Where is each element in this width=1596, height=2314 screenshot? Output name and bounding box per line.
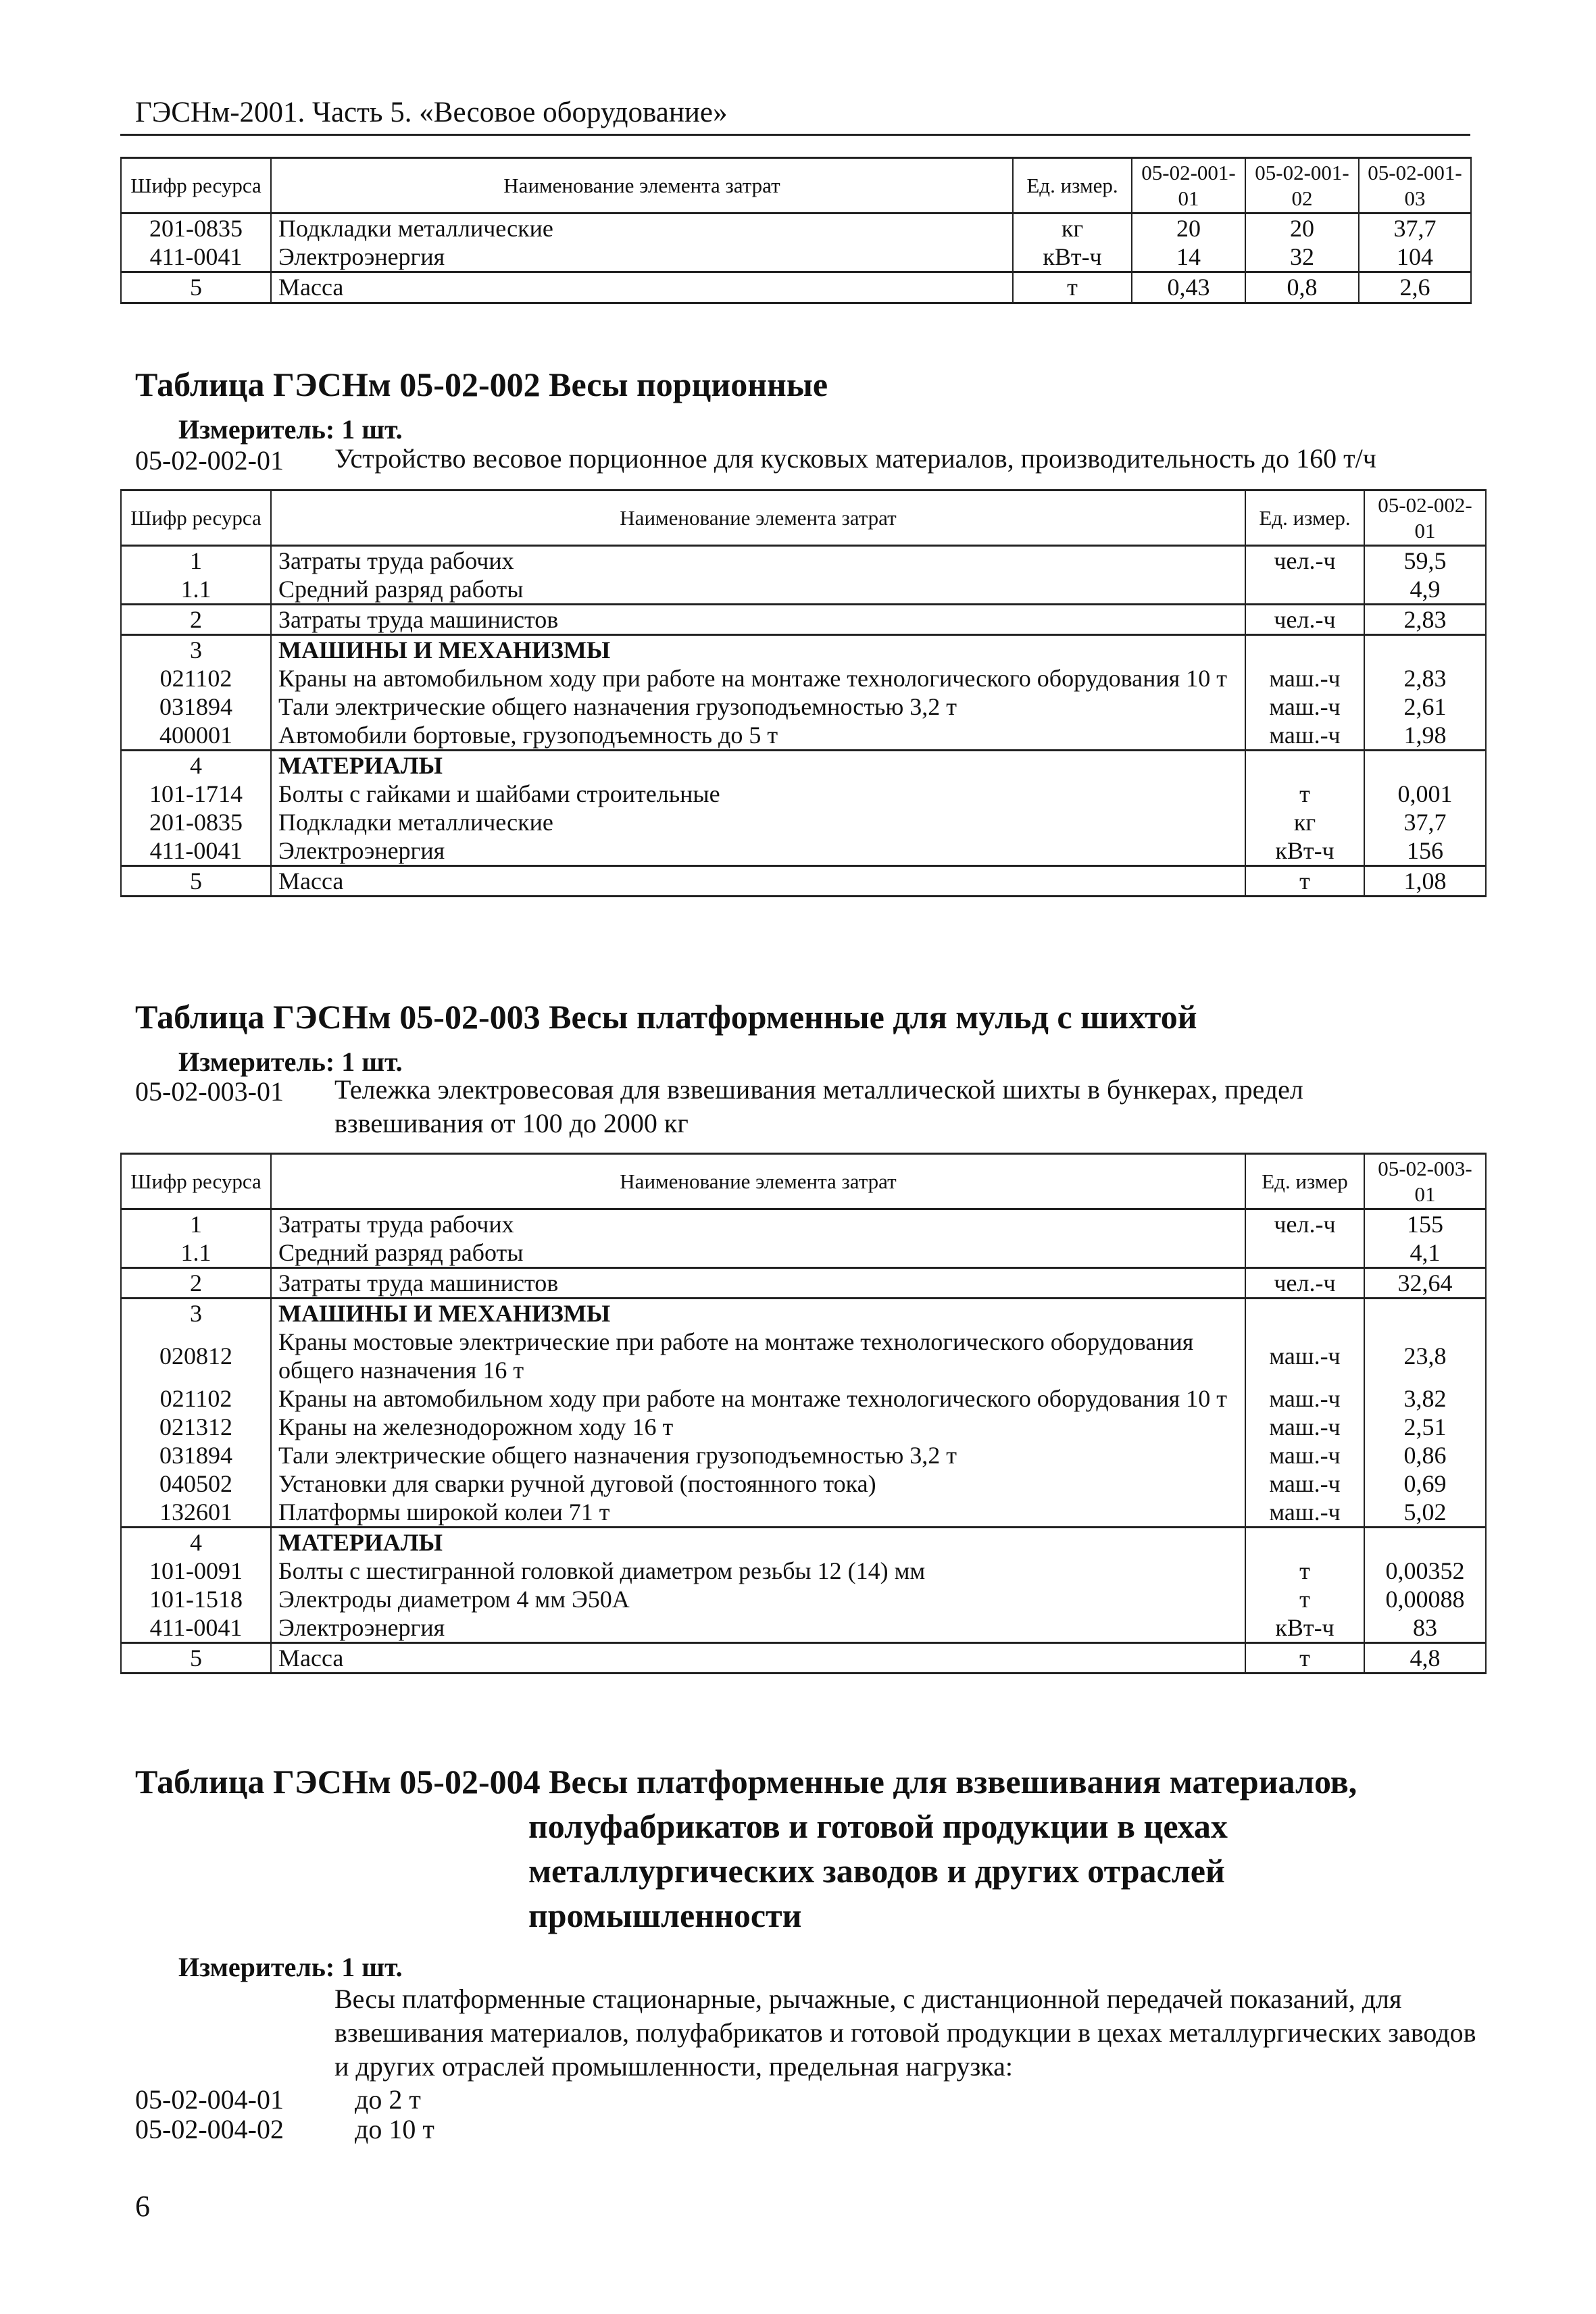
cell-value: 0,00088 — [1364, 1585, 1486, 1613]
cell-code: 411-0041 — [121, 836, 271, 866]
col-header-code: Шифр ресурса — [121, 491, 271, 546]
cell-name: Установки для сварки ручной дуговой (постоянного тока) — [271, 1469, 1245, 1498]
cell-name: Электроэнергия — [271, 836, 1245, 866]
table-title-05-02-003: Таблица ГЭСНм 05-02-003 Весы платформенные для мульд с шихтой — [135, 998, 1197, 1036]
cell-name: Тали электрические общего назначения грузоподъемностью 3,2 т — [271, 1441, 1245, 1469]
cell-value: 0,86 — [1364, 1441, 1486, 1469]
cell-value: 3,82 — [1364, 1384, 1486, 1413]
col-header-05-02-001-02: 05-02-001-02 — [1245, 158, 1359, 213]
cell-code: 020812 — [121, 1328, 271, 1384]
cell-unit: маш.-ч — [1245, 1384, 1364, 1413]
table-row — [121, 243, 1471, 272]
col-header-05-02-001-03: 05-02-001-03 — [1359, 158, 1471, 213]
cell-unit: чел.-ч — [1245, 546, 1364, 576]
cell-value — [1364, 751, 1486, 780]
col-header-05-02-003-01: 05-02-003-01 — [1364, 1154, 1486, 1209]
table-row — [121, 1238, 1486, 1268]
cell-value: 32 — [1245, 243, 1359, 272]
cell-unit: кВт-ч — [1013, 243, 1132, 272]
cell-value: 37,7 — [1359, 213, 1471, 243]
cell-unit: маш.-ч — [1245, 693, 1364, 721]
table-row — [121, 693, 1486, 721]
cell-name: Масса — [271, 272, 1013, 303]
measure-label: Измеритель: 1 шт. — [178, 414, 403, 445]
cell-unit: маш.-ч — [1245, 1498, 1364, 1528]
measure-label: Измеритель: 1 шт. — [178, 1952, 403, 1982]
table-row — [121, 272, 1471, 303]
cell-code: 4 — [121, 751, 271, 780]
cell-code: 4 — [121, 1528, 271, 1557]
cell-code: 101-1714 — [121, 780, 271, 808]
cell-unit — [1245, 635, 1364, 665]
cell-code: 3 — [121, 1299, 271, 1328]
cell-value: 23,8 — [1364, 1328, 1486, 1384]
cell-value — [1364, 635, 1486, 665]
col-header-unit: Ед. измер — [1245, 1154, 1364, 1209]
table-title-05-02-004: Таблица ГЭСНм 05-02-004 Весы платформенные для взвешивания материалов, — [135, 1763, 1357, 1801]
cell-value: 4,8 — [1364, 1643, 1486, 1674]
table-05-02-001 — [120, 157, 1472, 304]
col-header-name: Наименование элемента затрат — [271, 1154, 1245, 1209]
table-row — [121, 1643, 1486, 1674]
table-row — [121, 1441, 1486, 1469]
item-description: Устройство весовое порционное для кусковых материалов, производительность до 160 т/ч — [334, 443, 1376, 474]
item-label: до 2 т — [355, 2084, 421, 2115]
cell-value: 32,64 — [1364, 1268, 1486, 1299]
col-header-code: Шифр ресурса — [121, 1154, 271, 1209]
col-header-name: Наименование элемента затрат — [271, 491, 1245, 546]
cell-value — [1364, 1528, 1486, 1557]
cell-name: Электроды диаметром 4 мм Э50А — [271, 1585, 1245, 1613]
table-row — [121, 1413, 1486, 1441]
cell-value: 4,1 — [1364, 1238, 1486, 1268]
cell-value: 0,69 — [1364, 1469, 1486, 1498]
cell-value: 2,6 — [1359, 272, 1471, 303]
table-row — [121, 1469, 1486, 1498]
cell-code: 132601 — [121, 1498, 271, 1528]
item-description: Тележка электровесовая для взвешивания металлической шихты в бункерах, предел взвешивания от 100 до 2000 кг — [334, 1074, 1303, 1138]
cell-value: 14 — [1132, 243, 1245, 272]
cell-code: 2 — [121, 605, 271, 635]
cell-unit: кг — [1245, 808, 1364, 836]
cell-value: 59,5 — [1364, 546, 1486, 576]
cell-name: Тали электрические общего назначения грузоподъемностью 3,2 т — [271, 693, 1245, 721]
cell-code: 3 — [121, 635, 271, 665]
table-row — [121, 1498, 1486, 1528]
cell-value: 1,08 — [1364, 866, 1486, 897]
cell-value: 20 — [1132, 213, 1245, 243]
table-row — [121, 751, 1486, 780]
cell-name: Краны на автомобильном ходу при работе на монтаже технологического оборудования 10 т — [271, 664, 1245, 693]
cell-code: 5 — [121, 272, 271, 303]
cell-value: 2,51 — [1364, 1413, 1486, 1441]
table-title-line: полуфабрикатов и готовой продукции в цехах — [528, 1807, 1228, 1845]
cell-unit — [1245, 1528, 1364, 1557]
table-title-line: металлургических заводов и других отраслей — [528, 1852, 1225, 1890]
cell-name: МАШИНЫ И МЕХАНИЗМЫ — [271, 635, 1245, 665]
col-header-unit: Ед. измер. — [1013, 158, 1132, 213]
cell-name: Затраты труда рабочих — [271, 1209, 1245, 1239]
cell-value: 0,001 — [1364, 780, 1486, 808]
table-row — [121, 1299, 1486, 1328]
cell-code: 021102 — [121, 1384, 271, 1413]
cell-name: Средний разряд работы — [271, 1238, 1245, 1268]
table-05-02-003 — [120, 1153, 1487, 1674]
header-rule — [120, 134, 1470, 136]
table-row — [121, 1209, 1486, 1239]
cell-name: Затраты труда рабочих — [271, 546, 1245, 576]
cell-unit: маш.-ч — [1245, 1413, 1364, 1441]
cell-value: 155 — [1364, 1209, 1486, 1239]
table-title-05-02-002: Таблица ГЭСНм 05-02-002 Весы порционные — [135, 366, 828, 403]
cell-value: 1,98 — [1364, 721, 1486, 751]
item-code: 05-02-004-02 — [135, 2114, 284, 2144]
table-row — [121, 213, 1471, 243]
table-row — [121, 635, 1486, 665]
cell-value: 0,43 — [1132, 272, 1245, 303]
cell-value: 2,83 — [1364, 605, 1486, 635]
cell-value: 83 — [1364, 1613, 1486, 1643]
table-row — [121, 605, 1486, 635]
table-row — [121, 1528, 1486, 1557]
cell-name: Масса — [271, 1643, 1245, 1674]
cell-name: Средний разряд работы — [271, 575, 1245, 605]
cell-unit: маш.-ч — [1245, 721, 1364, 751]
cell-name: Краны на автомобильном ходу при работе на монтаже технологического оборудования 10 т — [271, 1384, 1245, 1413]
cell-value: 20 — [1245, 213, 1359, 243]
cell-code: 031894 — [121, 1441, 271, 1469]
cell-name: МАШИНЫ И МЕХАНИЗМЫ — [271, 1299, 1245, 1328]
cell-value: 104 — [1359, 243, 1471, 272]
cell-unit: т — [1245, 866, 1364, 897]
cell-unit — [1245, 1299, 1364, 1328]
table-row — [121, 1384, 1486, 1413]
cell-code: 1 — [121, 1209, 271, 1239]
running-header: ГЭСНм-2001. Часть 5. «Весовое оборудование» — [135, 97, 728, 128]
table-row — [121, 866, 1486, 897]
table-row — [121, 836, 1486, 866]
cell-code: 411-0041 — [121, 243, 271, 272]
cell-name: Масса — [271, 866, 1245, 897]
cell-code: 1.1 — [121, 575, 271, 605]
cell-code: 021312 — [121, 1413, 271, 1441]
cell-code: 1.1 — [121, 1238, 271, 1268]
table-row — [121, 546, 1486, 576]
cell-unit: чел.-ч — [1245, 1268, 1364, 1299]
table-title-line: промышленности — [528, 1896, 802, 1934]
cell-unit: т — [1245, 1585, 1364, 1613]
col-header-05-02-002-01: 05-02-002-01 — [1364, 491, 1486, 546]
cell-name: Электроэнергия — [271, 1613, 1245, 1643]
cell-name: Краны мостовые электрические при работе на монтаже технологического оборудования общего назначения 16 т — [271, 1328, 1245, 1384]
cell-name: Подкладки металлические — [271, 808, 1245, 836]
cell-code: 411-0041 — [121, 1613, 271, 1643]
cell-unit: т — [1245, 780, 1364, 808]
cell-name: Автомобили бортовые, грузоподъемность до 5 т — [271, 721, 1245, 751]
cell-unit: маш.-ч — [1245, 1441, 1364, 1469]
cell-name: МАТЕРИАЛЫ — [271, 1528, 1245, 1557]
cell-unit: чел.-ч — [1245, 1209, 1364, 1239]
cell-code: 1 — [121, 546, 271, 576]
cell-code: 400001 — [121, 721, 271, 751]
cell-unit: кВт-ч — [1245, 836, 1364, 866]
cell-name: Затраты труда машинистов — [271, 605, 1245, 635]
cell-value — [1364, 1299, 1486, 1328]
cell-name: Подкладки металлические — [271, 213, 1013, 243]
cell-value: 5,02 — [1364, 1498, 1486, 1528]
table-row — [121, 721, 1486, 751]
cell-code: 040502 — [121, 1469, 271, 1498]
cell-unit: т — [1245, 1643, 1364, 1674]
cell-name: Болты с гайками и шайбами строительные — [271, 780, 1245, 808]
table-row — [121, 664, 1486, 693]
cell-code: 2 — [121, 1268, 271, 1299]
cell-code: 201-0835 — [121, 213, 271, 243]
item-description: Весы платформенные стационарные, рычажные, с дистанционной передачей показаний, для взвешивания материалов, полуфабрикатов и готовой продукции в цехах металлургических заводов и других отраслей промышленности, предельная нагрузка: — [334, 1984, 1476, 2082]
cell-code: 5 — [121, 866, 271, 897]
cell-code: 101-0091 — [121, 1557, 271, 1585]
table-row — [121, 808, 1486, 836]
cell-unit: т — [1013, 272, 1132, 303]
cell-unit: т — [1245, 1557, 1364, 1585]
cell-code: 5 — [121, 1643, 271, 1674]
cell-name: Электроэнергия — [271, 243, 1013, 272]
item-code: 05-02-002-01 — [135, 445, 284, 476]
cell-unit — [1245, 751, 1364, 780]
cell-value: 2,61 — [1364, 693, 1486, 721]
table-row — [121, 1328, 1486, 1384]
col-header-unit: Ед. измер. — [1245, 491, 1364, 546]
cell-name: Платформы широкой колеи 71 т — [271, 1498, 1245, 1528]
cell-value: 2,83 — [1364, 664, 1486, 693]
item-code: 05-02-004-01 — [135, 2084, 284, 2115]
cell-name: Болты с шестигранной головкой диаметром резьбы 12 (14) мм — [271, 1557, 1245, 1585]
cell-value: 37,7 — [1364, 808, 1486, 836]
cell-unit: чел.-ч — [1245, 605, 1364, 635]
cell-name: Затраты труда машинистов — [271, 1268, 1245, 1299]
table-05-02-002 — [120, 489, 1487, 897]
col-header-name: Наименование элемента затрат — [271, 158, 1013, 213]
cell-name: МАТЕРИАЛЫ — [271, 751, 1245, 780]
cell-code: 021102 — [121, 664, 271, 693]
table-row — [121, 1585, 1486, 1613]
cell-value: 0,8 — [1245, 272, 1359, 303]
cell-unit: маш.-ч — [1245, 1469, 1364, 1498]
cell-unit — [1245, 575, 1364, 605]
cell-code: 031894 — [121, 693, 271, 721]
cell-value: 0,00352 — [1364, 1557, 1486, 1585]
table-row — [121, 575, 1486, 605]
cell-code: 101-1518 — [121, 1585, 271, 1613]
table-row — [121, 1268, 1486, 1299]
cell-unit: кг — [1013, 213, 1132, 243]
item-label: до 10 т — [355, 2114, 434, 2144]
col-header-05-02-001-01: 05-02-001-01 — [1132, 158, 1245, 213]
cell-value: 4,9 — [1364, 575, 1486, 605]
cell-code: 201-0835 — [121, 808, 271, 836]
cell-unit: кВт-ч — [1245, 1613, 1364, 1643]
page-number: 6 — [135, 2190, 150, 2223]
cell-name: Краны на железнодорожном ходу 16 т — [271, 1413, 1245, 1441]
item-code: 05-02-003-01 — [135, 1076, 284, 1107]
cell-unit — [1245, 1238, 1364, 1268]
cell-unit: маш.-ч — [1245, 1328, 1364, 1384]
table-row — [121, 1613, 1486, 1643]
table-row — [121, 780, 1486, 808]
measure-label: Измеритель: 1 шт. — [178, 1047, 403, 1077]
table-row — [121, 1557, 1486, 1585]
cell-value: 156 — [1364, 836, 1486, 866]
cell-unit: маш.-ч — [1245, 664, 1364, 693]
col-header-code: Шифр ресурса — [121, 158, 271, 213]
